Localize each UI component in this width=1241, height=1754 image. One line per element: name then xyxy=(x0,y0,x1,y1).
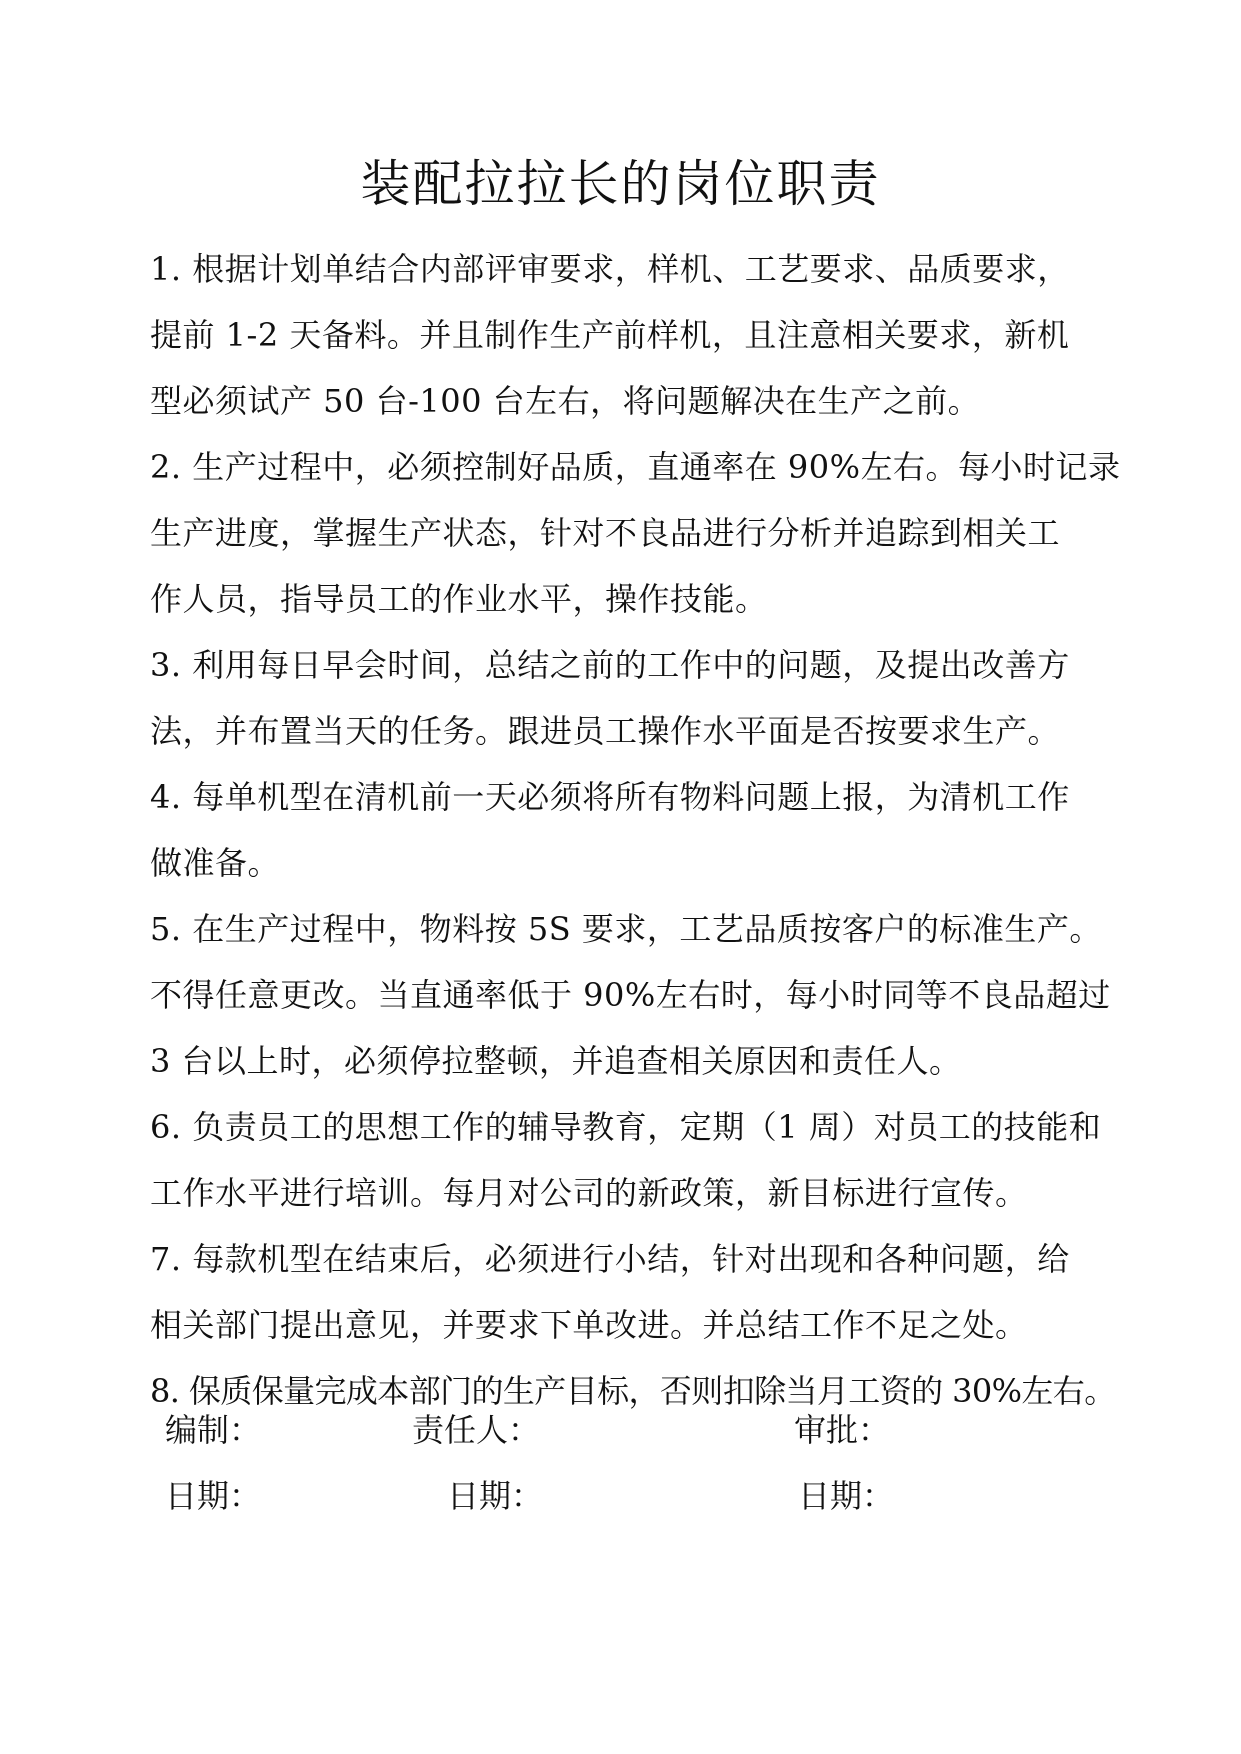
body-line: 1. 根据计划单结合内部评审要求，样机、工艺要求、品质要求， xyxy=(150,250,1070,288)
body-line: 型必须试产 50 台-100 台左右，将问题解决在生产之前。 xyxy=(150,382,981,420)
body-line: 做准备。 xyxy=(150,844,281,882)
body-line: 6. 负责员工的思想工作的辅导教育，定期（1 周）对员工的技能和 xyxy=(150,1108,1102,1146)
body-line: 3 台以上时，必须停拉整顿，并追查相关原因和责任人。 xyxy=(150,1042,962,1080)
body-line: 生产进度，掌握生产状态，针对不良品进行分析并追踪到相关工 xyxy=(150,514,1061,552)
date-label-compiled: 日期： xyxy=(165,1477,262,1515)
compiled-by-label: 编制： xyxy=(165,1411,262,1449)
body-line: 3. 利用每日早会时间，总结之前的工作中的问题，及提出改善方 xyxy=(150,646,1070,684)
date-label-responsible: 日期： xyxy=(447,1477,544,1515)
body-line: 2. 生产过程中，必须控制好品质，直通率在 90%左右。每小时记录 xyxy=(150,448,1121,486)
body-line: 7. 每款机型在结束后，必须进行小结，针对出现和各种问题，给 xyxy=(150,1240,1070,1278)
body-line: 8. 保质保量完成本部门的生产目标，否则扣除当月工资的 30%左右。 xyxy=(150,1372,1116,1410)
body-line: 相关部门提出意见，并要求下单改进。并总结工作不足之处。 xyxy=(150,1306,1028,1344)
body-line: 工作水平进行培训。每月对公司的新政策，新目标进行宣传。 xyxy=(150,1174,1028,1212)
responsible-person-label: 责任人： xyxy=(412,1411,541,1449)
body-line: 4. 每单机型在清机前一天必须将所有物料问题上报，为清机工作 xyxy=(150,778,1070,816)
approval-label: 审批： xyxy=(794,1411,891,1449)
document-title: 装配拉拉长的岗位职责 xyxy=(360,155,881,213)
body-line: 法，并布置当天的任务。跟进员工操作水平面是否按要求生产。 xyxy=(150,712,1061,750)
body-line: 5. 在生产过程中，物料按 5S 要求，工艺品质按客户的标准生产。 xyxy=(150,910,1102,948)
date-label-approval: 日期： xyxy=(798,1477,895,1515)
document-body xyxy=(150,236,1121,1424)
body-line: 不得任意更改。当直通率低于 90%左右时，每小时同等不良品超过 xyxy=(150,976,1111,1014)
body-line: 提前 1-2 天备料。并且制作生产前样机，且注意相关要求，新机 xyxy=(150,316,1070,354)
body-line: 作人员，指导员工的作业水平，操作技能。 xyxy=(150,580,768,618)
